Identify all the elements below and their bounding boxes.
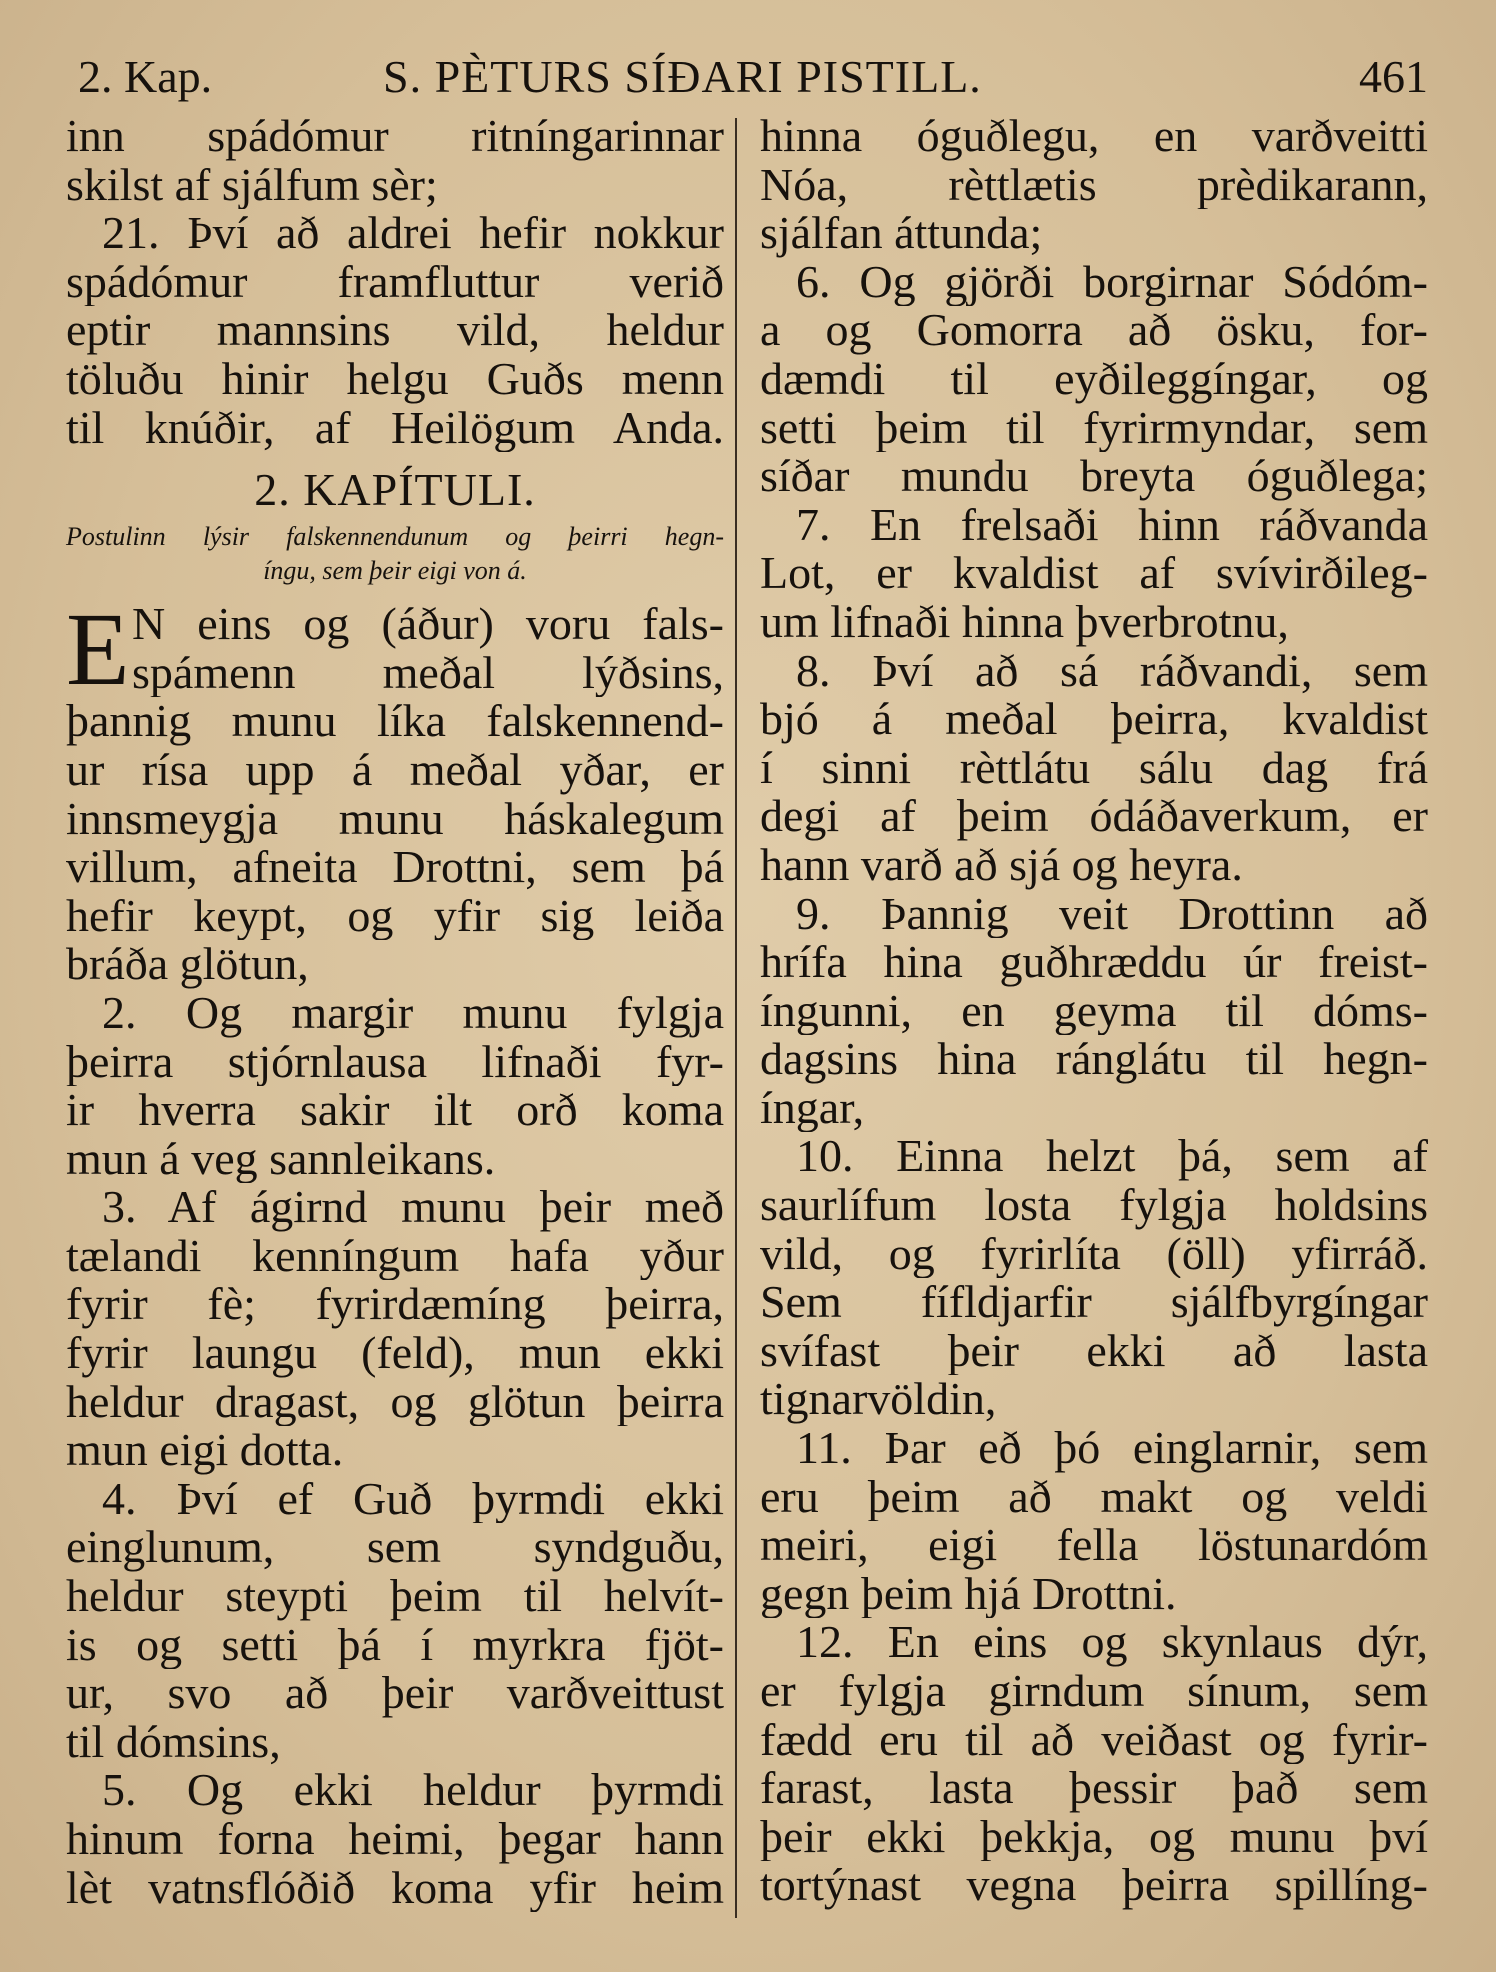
running-header [78,46,1428,108]
text-line: í sinni rèttlátu sálu dag frá [760,743,1428,793]
text-line: svífast þeir ekki að lasta [760,1326,1428,1376]
text-line: vild, og fyrirlíta (öll) yfirráð. [760,1229,1428,1279]
text-line: er fylgja girndum sínum, sem [760,1667,1428,1716]
text-line: sjálfan áttunda; [760,209,1043,258]
text-line: tortýnast vegna þeirra spillíng- [760,1861,1428,1910]
text-line: eru þeim að makt og veldi [760,1472,1428,1522]
verse-12: 12. En eins og skynlaus dýr, [796,1618,1428,1667]
right-column [760,112,1428,1910]
text-line: tignarvöldin, [760,1375,997,1425]
text-line: setti þeim til fyrirmyndar, sem [760,403,1428,453]
verse-7: 7. En frelsaði hinn ráðvanda [796,500,1428,550]
text-line: bráða glötun, [66,940,309,989]
verse-6: 6. Og gjörði borgirnar Sódóm- [796,257,1428,307]
text-line: íngar, [760,1083,865,1133]
text-line: töluðu hinir helgu Guðs menn [66,354,724,404]
text-line: tælandi kenníngum hafa yður [66,1231,724,1281]
text-line: degi af þeim ódáðaverkum, er [760,792,1428,841]
text-line: fyrir laungu (feld), mun ekki [66,1329,724,1378]
text-line: hefir keypt, og yfir sig leiða [66,891,724,941]
text-line: saurlífum losta fylgja holdsins [760,1181,1428,1230]
text-line: is og setti þá í myrkra fjöt- [66,1620,724,1670]
text-line: mun á veg sannleikans. [66,1134,496,1184]
text-line: ir hverra sakir ilt orð koma [66,1086,724,1135]
text-line: skilst af sjálfum sèr; [66,160,438,210]
text-line: inn spádómur ritníngarinnar [66,112,724,161]
text-line: hrífa hina guðhræddu úr freist- [760,938,1428,987]
text-line: þannig munu líka falskennend- [66,697,724,746]
text-line: lèt vatnsflóðið koma yfir heim [66,1863,724,1913]
verse-9: 9. Þannig veit Drottinn að [796,889,1428,939]
verse-3: 3. Af ágirnd munu þeir með [102,1183,724,1232]
text-line: spámenn meðal lýðsins, [132,648,724,698]
text-line: N eins og (áður) voru fals- [132,600,724,649]
book-title: S. PÈTURS SÍÐARI PISTILL. [383,51,982,102]
text-line: heldur dragast, og glötun þeirra [66,1377,724,1427]
text-line: a og Gomorra að ösku, for- [760,306,1428,355]
text-line: villum, afneita Drottni, sem þá [66,843,724,892]
text-line: til knúðir, af Heilögum Anda. [66,403,724,453]
text-line: hann varð að sjá og heyra. [760,840,1243,890]
chapter-heading: 2. KAPÍTULI. [254,464,536,516]
text-line: hinna óguðlegu, en varðveitti [760,112,1428,161]
text-line: ur rísa upp á meðal yðar, er [66,745,724,795]
text-line: innsmeygja munu háskalegum [66,794,724,844]
text-line: íngunni, en geyma til dóms- [760,986,1428,1036]
text-line: spádómur framfluttur verið [66,257,724,307]
verse-4: 4. Því ef Guð þyrmdi ekki [102,1474,724,1524]
column-divider [735,118,737,1918]
text-line: meiri, eigi fella löstunardóm [760,1521,1428,1570]
text-line: farast, lasta þessir það sem [760,1764,1428,1813]
text-line: fyrir fè; fyrirdæmíng þeirra, [66,1280,724,1330]
opening-paragraph [66,592,724,708]
verse-11: 11. Þar eð þó einglarnir, sem [796,1424,1428,1473]
verse-5: 5. Og ekki heldur þyrmdi [102,1766,724,1815]
text-line: Lot, er kvaldist af svívirðileg- [760,549,1428,598]
chapter-label: 2. Kap. [78,51,213,102]
text-line: dagsins hina ránglátu til hegn- [760,1035,1428,1084]
verse-21: 21. Því að aldrei hefir nokkur [102,209,724,258]
verse-10: 10. Einna helzt þá, sem af [796,1132,1428,1182]
text-line: dæmdi til eyðileggíngar, og [760,354,1428,404]
text-line: gegn þeim hjá Drottni. [760,1569,1177,1619]
text-line: heldur steypti þeim til helvít- [66,1572,724,1621]
text-line: bjó á meðal þeirra, kvaldist [760,695,1428,744]
chapter-summary-line: Postulinn lýsir falskennendunum og þeirri hegn- [66,522,724,552]
page-number: 461 [1359,51,1428,102]
text-line: hinum forna heimi, þegar hann [66,1815,724,1864]
text-line: um lifnaði hinna þverbrotnu, [760,597,1289,647]
verse-2: 2. Og margir munu fylgja [102,988,724,1038]
text-line: til dómsins, [66,1717,281,1767]
text-line: Sem fífldjarfir sjálfbyrgíngar [760,1278,1428,1327]
text-line: síðar mundu breyta óguðlega; [760,452,1428,501]
text-line: eptir mannsins vild, heldur [66,306,724,355]
left-column [66,112,724,1912]
text-line: einglunum, sem syndguðu, [66,1523,724,1573]
text-line: þeir ekki þekkja, og munu því [760,1812,1428,1862]
verse-8: 8. Því að sá ráðvandi, sem [796,646,1428,696]
text-line: Nóa, rèttlætis prèdikarann, [760,160,1428,210]
text-line: mun eigi dotta. [66,1426,344,1475]
drop-cap: E [66,592,130,708]
text-line: þeirra stjórnlausa lifnaði fyr- [66,1037,724,1087]
chapter-summary-line: íngu, sem þeir eigi von á. [263,556,527,586]
text-line: fædd eru til að veiðast og fyrir- [760,1715,1428,1765]
text-line: ur, svo að þeir varðveittust [66,1669,724,1718]
